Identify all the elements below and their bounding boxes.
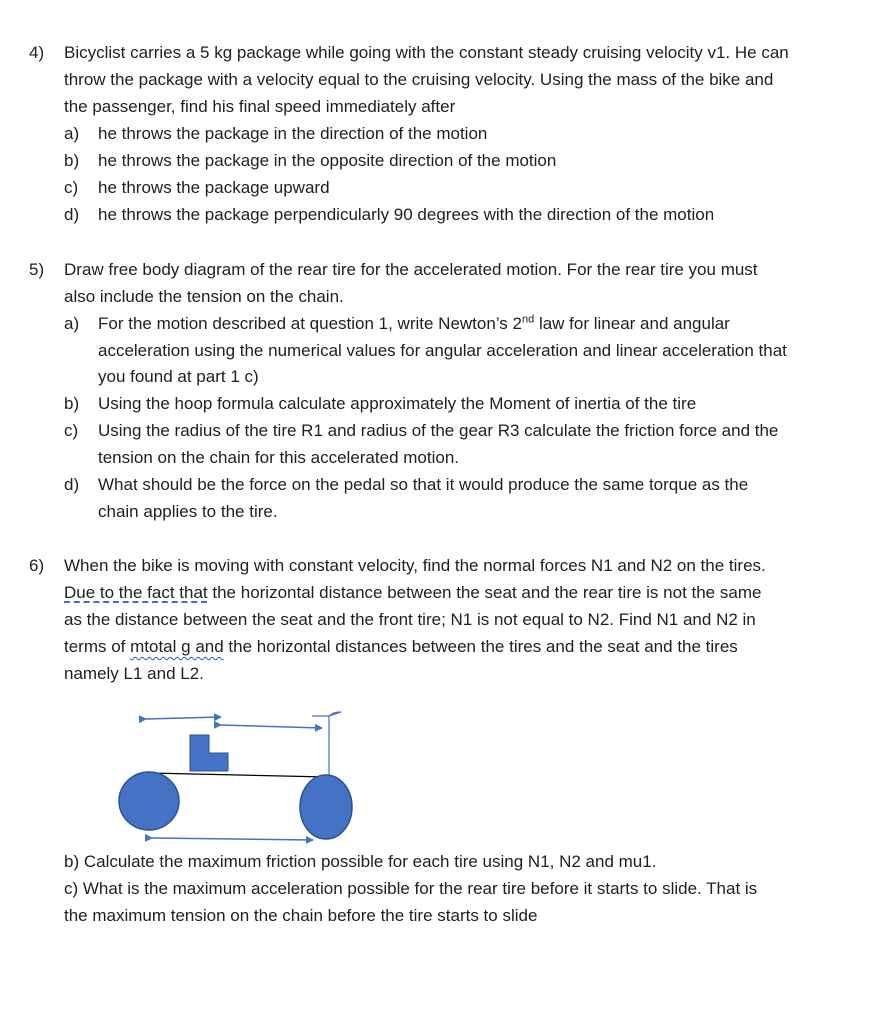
question-text-line: namely L1 and L2.	[64, 664, 204, 683]
part-label: c)	[64, 421, 79, 440]
text-run: For the motion described at question 1, write Newton’s 2	[98, 314, 522, 333]
question-number: 6)	[29, 556, 45, 575]
part-text: you found at part 1 c)	[98, 367, 259, 386]
part-text: c) What is the maximum acceleration possible for the rear tire before it starts to slide. That is	[64, 879, 758, 898]
distance-arrow-l1	[146, 717, 221, 719]
part-text: he throws the package perpendicularly 90 degrees with the direction of the motion	[98, 205, 715, 224]
superscript: nd	[521, 313, 535, 326]
rear-tire	[119, 772, 179, 830]
part-label: b)	[64, 394, 80, 413]
part-text: the maximum tension on the chain before the tire starts to slide	[64, 906, 538, 925]
part-label: a)	[64, 124, 80, 143]
part-label: d)	[64, 475, 80, 494]
part-text: he throws the package in the opposite direction of the motion	[98, 151, 557, 170]
question-number: 5)	[29, 260, 45, 279]
part-label: c)	[64, 178, 79, 197]
part-label: a)	[64, 314, 80, 333]
part-label: d)	[64, 205, 80, 224]
part-text: Using the hoop formula calculate approximately the Moment of inertia of the tire	[98, 394, 697, 413]
question-text-line: the passenger, find his final speed immediately after	[64, 97, 456, 116]
text-run: law for linear and angular	[534, 314, 730, 333]
question-text-line: as the distance between the seat and the front tire; N1 is not equal to N2. Find N1 and N2 in	[64, 610, 756, 629]
distance-arrow-l2	[221, 725, 322, 728]
front-tire	[300, 775, 352, 839]
question-text-line: Draw free body diagram of the rear tire for the accelerated motion. For the rear tire you must	[64, 260, 758, 279]
part-text: chain applies to the tire.	[98, 502, 278, 521]
part-text: he throws the package upward	[98, 178, 330, 197]
underlined-text: Due to the fact that	[64, 583, 208, 602]
part-text: Using the radius of the tire R1 and radius of the gear R3 calculate the friction force and the	[98, 421, 779, 440]
question-text-line: throw the package with a velocity equal to the cruising velocity. Using the mass of the bike and	[64, 70, 774, 89]
part-text: acceleration using the numerical values for angular acceleration and linear acceleration that	[98, 341, 787, 360]
part-label: b)	[64, 151, 80, 170]
handlebar	[312, 712, 341, 776]
question-text-line: When the bike is moving with constant velocity, find the normal forces N1 and N2 on the tires.	[64, 556, 766, 575]
bike-frame	[149, 773, 327, 777]
part-text: tension on the chain for this accelerated motion.	[98, 448, 459, 467]
text-run: the horizontal distance between the seat and the rear tire is not the same	[207, 583, 762, 602]
question-text-line: Bicyclist carries a 5 kg package while going with the constant steady cruising velocity v1. He can	[64, 43, 789, 62]
spellcheck-underlined-text: mtotal g and	[130, 637, 224, 656]
question-text-line: also include the tension on the chain.	[64, 287, 344, 306]
part-text: What should be the force on the pedal so that it would produce the same torque as the	[98, 475, 749, 494]
text-run: the horizontal distances between the tires and the seat and the tires	[223, 637, 738, 656]
seat-shape	[190, 735, 228, 771]
text-run: terms of	[64, 637, 131, 656]
part-text: he throws the package in the direction of the motion	[98, 124, 488, 143]
part-text: b) Calculate the maximum friction possible for each tire using N1, N2 and mu1.	[64, 852, 657, 871]
question-number: 4)	[29, 43, 45, 62]
wheelbase-arrow	[152, 838, 313, 840]
